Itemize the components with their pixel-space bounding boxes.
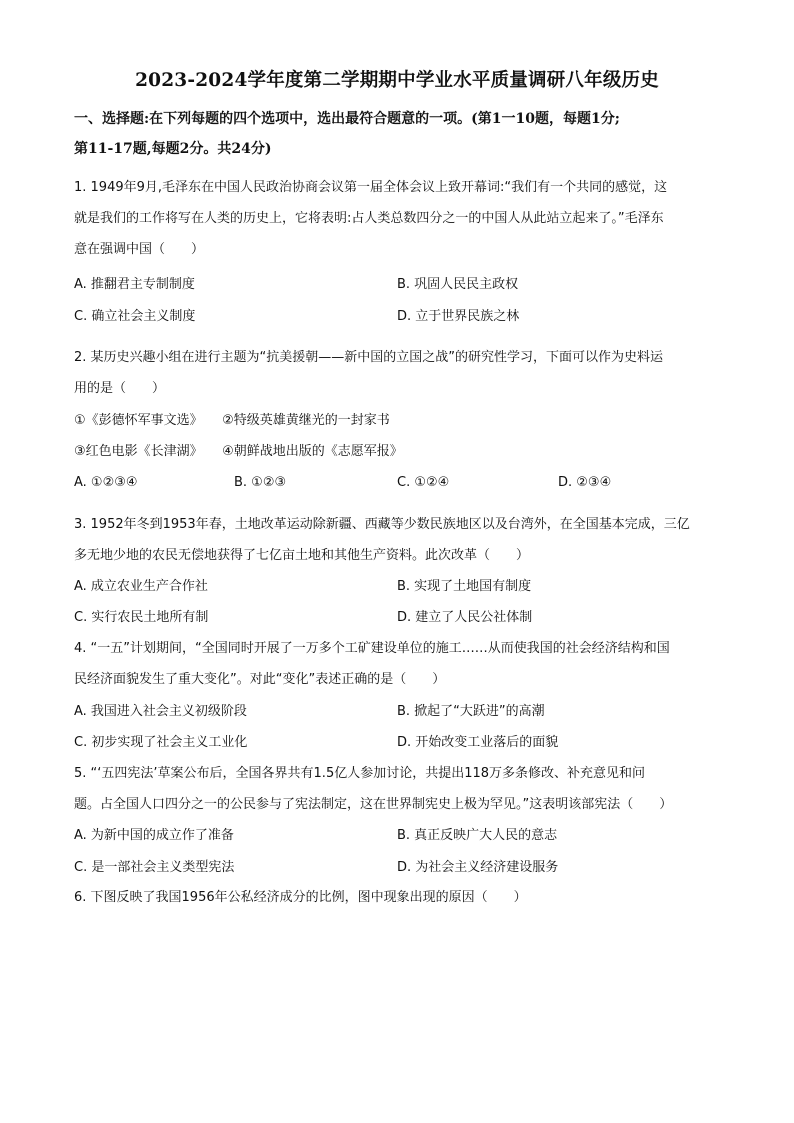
- q4-stem-line-2: 民经济面貌发生了重大变化”。对此“变化”表述正确的是（ ）: [74, 672, 446, 687]
- q4-option-d: D. 开始改变工业落后的面貌: [397, 735, 559, 750]
- q3-option-b: B. 实现了土地国有制度: [397, 579, 532, 594]
- q1-stem-line-1: 1. 1949年9月,毛泽东在中国人民政治协商会议第一届全体会议上致开幕词:“我们有一个共同的感觉，这: [74, 180, 668, 195]
- q4-option-b: B. 掀起了“大跃进”的高潮: [397, 704, 545, 719]
- q3-option-d: D. 建立了人民公社体制: [397, 610, 533, 625]
- q4-option-c: C. 初步实现了社会主义工业化: [74, 735, 248, 750]
- q4-stem-line-1: 4. “一五”计划期间，“全国同时开展了一万多个工矿建设单位的施工……从而使我国的社会经济结构和国: [74, 641, 670, 656]
- q5-option-c: C. 是一部社会主义类型宪法: [74, 860, 235, 875]
- q2-option-a: A. ①②③④: [74, 475, 138, 490]
- q2-items-line-2: ③红色电影《长津湖》 ④朝鲜战地出版的《志愿军报》: [74, 444, 403, 459]
- section-heading-line-1: 一、选择题:在下列每题的四个选项中，选出最符合题意的一项。(第1一10题，每题1分;: [74, 111, 620, 127]
- q1-option-c: C. 确立社会主义制度: [74, 309, 196, 324]
- q5-stem-line-2: 题。占全国人口四分之一的公民参与了宪法制定，这在世界制宪史上极为罕见。”这表明该部宪法（ ）: [74, 797, 673, 812]
- q2-option-c: C. ①②④: [397, 475, 450, 490]
- q2-items-line-1: ①《彭德怀军事文选》 ②特级英雄黄继光的一封家书: [74, 413, 390, 428]
- q2-option-d: D. ②③④: [558, 475, 612, 490]
- page-title: 2023-2024学年度第二学期期中学业水平质量调研八年级历史: [135, 70, 659, 91]
- q5-option-b: B. 真正反映广大人民的意志: [397, 828, 558, 843]
- q1-option-d: D. 立于世界民族之林: [397, 309, 520, 324]
- q5-stem-line-1: 5. “‘五四宪法’草案公布后，全国各界共有1.5亿人参加讨论，共提出118万多条修改、补充意见和问: [74, 766, 646, 781]
- q1-stem-line-2: 就是我们的工作将写在人类的历史上，它将表明:占人类总数四分之一的中国人从此站立起来了。”毛泽东: [74, 211, 664, 226]
- q4-option-a: A. 我国进入社会主义初级阶段: [74, 704, 247, 719]
- q1-stem-line-3: 意在强调中国（ ）: [74, 242, 205, 257]
- q1-option-a: A. 推翻君主专制制度: [74, 277, 195, 292]
- q1-option-b: B. 巩固人民民主政权: [397, 277, 519, 292]
- q5-option-a: A. 为新中国的成立作了准备: [74, 828, 234, 843]
- q3-stem-line-2: 多无地少地的农民无偿地获得了七亿亩土地和其他生产资料。此次改革（ ）: [74, 548, 530, 563]
- q6-stem-line-1: 6. 下图反映了我国1956年公私经济成分的比例，图中现象出现的原因（ ）: [74, 890, 527, 905]
- q2-option-b: B. ①②③: [234, 475, 287, 490]
- section-heading-line-2: 第11-17题,每题2分。共24分): [74, 141, 272, 157]
- q3-stem-line-1: 3. 1952年冬到1953年春，土地改革运动除新疆、西藏等少数民族地区以及台湾外，在全国基本完成，三亿: [74, 517, 690, 532]
- q5-option-d: D. 为社会主义经济建设服务: [397, 860, 559, 875]
- q3-option-c: C. 实行农民土地所有制: [74, 610, 209, 625]
- q2-stem-line-2: 用的是（ ）: [74, 381, 166, 396]
- q3-option-a: A. 成立农业生产合作社: [74, 579, 208, 594]
- q2-stem-line-1: 2. 某历史兴趣小组在进行主题为“抗美援朝——新中国的立国之战”的研究性学习，下面可以作为史料运: [74, 350, 664, 365]
